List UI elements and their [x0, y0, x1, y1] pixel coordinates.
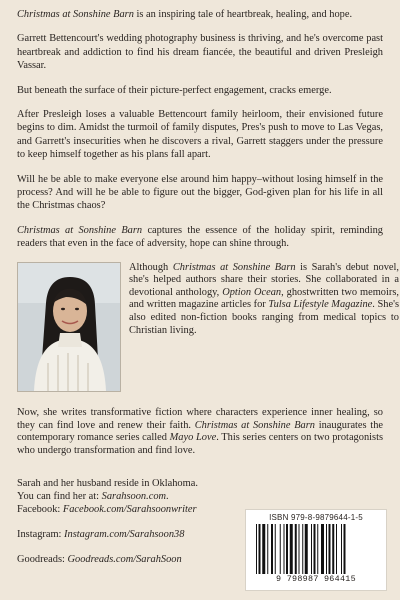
barcode-stripe — [284, 524, 285, 574]
barcode-stripe — [302, 524, 303, 574]
barcode-stripe — [299, 524, 300, 574]
barcode-stripe — [262, 524, 265, 574]
barcode-stripe — [290, 524, 293, 574]
website-link[interactable]: Sarahsoon.com — [101, 491, 167, 503]
barcode-stripe — [271, 524, 273, 574]
author-bio-1: Although Christmas at Sonshine Barn is Sarah's debut novel, she's helped authors share their stories. She collaborated in a devotional anthology, Option Ocean, ghostwritten two memoirs, and written magazine articles for Tulsa Lifestyle Magazine. She's also edited non-fiction books ranging from medical topics to Christian living. — [129, 261, 400, 336]
goodreads-link[interactable]: Goodreads.com/SarahSoon — [67, 554, 182, 565]
book-title: Christmas at Sonshine Barn — [17, 9, 134, 20]
barcode-stripe — [336, 524, 337, 574]
barcode-stripe — [275, 524, 276, 574]
blurb-paragraph-1: Christmas at Sonshine Barn is an inspiring tale of heartbreak, healing, and hope. — [17, 9, 353, 20]
instagram-link[interactable]: Instagram.com/Sarahsoon38 — [64, 529, 185, 540]
barcode-stripe — [341, 524, 342, 574]
blurb-paragraph-2: Garrett Bettencourt's wedding photography business is thriving, and he's overcome past heartbreak and addiction to find his dream fiancée, the beautiful and driven Presleigh Vassar. — [17, 33, 383, 72]
barcode-stripe — [305, 524, 308, 574]
blurb-paragraph-5: Will he be able to make everyone else around him happy–without losing himself in the process? And will he be able to figure out the bigger, God-given plan for his life in all the Christmas chaos? — [17, 173, 383, 212]
author-residence: Sarah and her husband reside in Oklahoma. You can find her at: Sarahsoon.com. — [17, 478, 198, 503]
book-blurb — [17, 8, 383, 251]
barcode-stripe — [314, 524, 316, 574]
barcode-stripe — [286, 524, 288, 574]
author-section — [17, 261, 400, 410]
barcode-stripe — [321, 524, 324, 574]
barcode-stripe — [280, 524, 281, 574]
barcode-stripe — [256, 524, 257, 574]
isbn-barcode — [245, 509, 387, 591]
barcode-bars — [254, 524, 378, 574]
barcode-stripe — [317, 524, 318, 574]
barcode-digits: 9 798987 964415 — [276, 574, 356, 584]
barcode-stripe — [267, 524, 268, 574]
isbn-number: ISBN 979-8-9879644-1-5 — [269, 513, 363, 522]
barcode-stripe — [344, 524, 346, 574]
barcode-stripe — [329, 524, 331, 574]
barcode-stripe — [311, 524, 312, 574]
author-bio-2: Now, she writes transformative fiction where characters experience inner healing, so they can find love and renew their faith. Christmas at Sonshine Barn inaugurates the contemporary romance series called Mayo Love. This series centers on two protagonists who undergo transformation and find love. — [17, 407, 384, 456]
blurb-paragraph-6: Christmas at Sonshine Barn captures the essence of the holiday spirit, reminding readers that even in the face of adversity, hope can shine through. — [17, 224, 383, 250]
barcode-stripe — [326, 524, 327, 574]
barcode-stripe — [259, 524, 261, 574]
barcode-stripe — [295, 524, 297, 574]
blurb-paragraph-4: After Presleigh loses a valuable Bettencourt family heirloom, their envisioned future begins to dim. Amidst the turmoil of family disputes, Pres's push to move to Las Vegas, and Garrett's insecurities when he discovers a rival, Garrett staggers under the pressure to keep himself together as his plans fall apart. — [17, 109, 383, 161]
barcode-stripe — [332, 524, 334, 574]
facebook-link[interactable]: Facebook.com/Sarahsoonwriter — [62, 504, 197, 515]
blurb-paragraph-3: But beneath the surface of their picture-perfect engagement, cracks emerge. — [17, 84, 332, 96]
book-title: Christmas at Sonshine Barn — [17, 224, 143, 236]
instagram-line: Instagram: Instagram.com/Sarahsoon38 — [17, 529, 185, 540]
author-photo — [17, 262, 121, 392]
facebook-line: Facebook: Facebook.com/Sarahsoonwriter — [17, 504, 197, 515]
goodreads-line: Goodreads: Goodreads.com/SarahSoon — [17, 554, 182, 565]
